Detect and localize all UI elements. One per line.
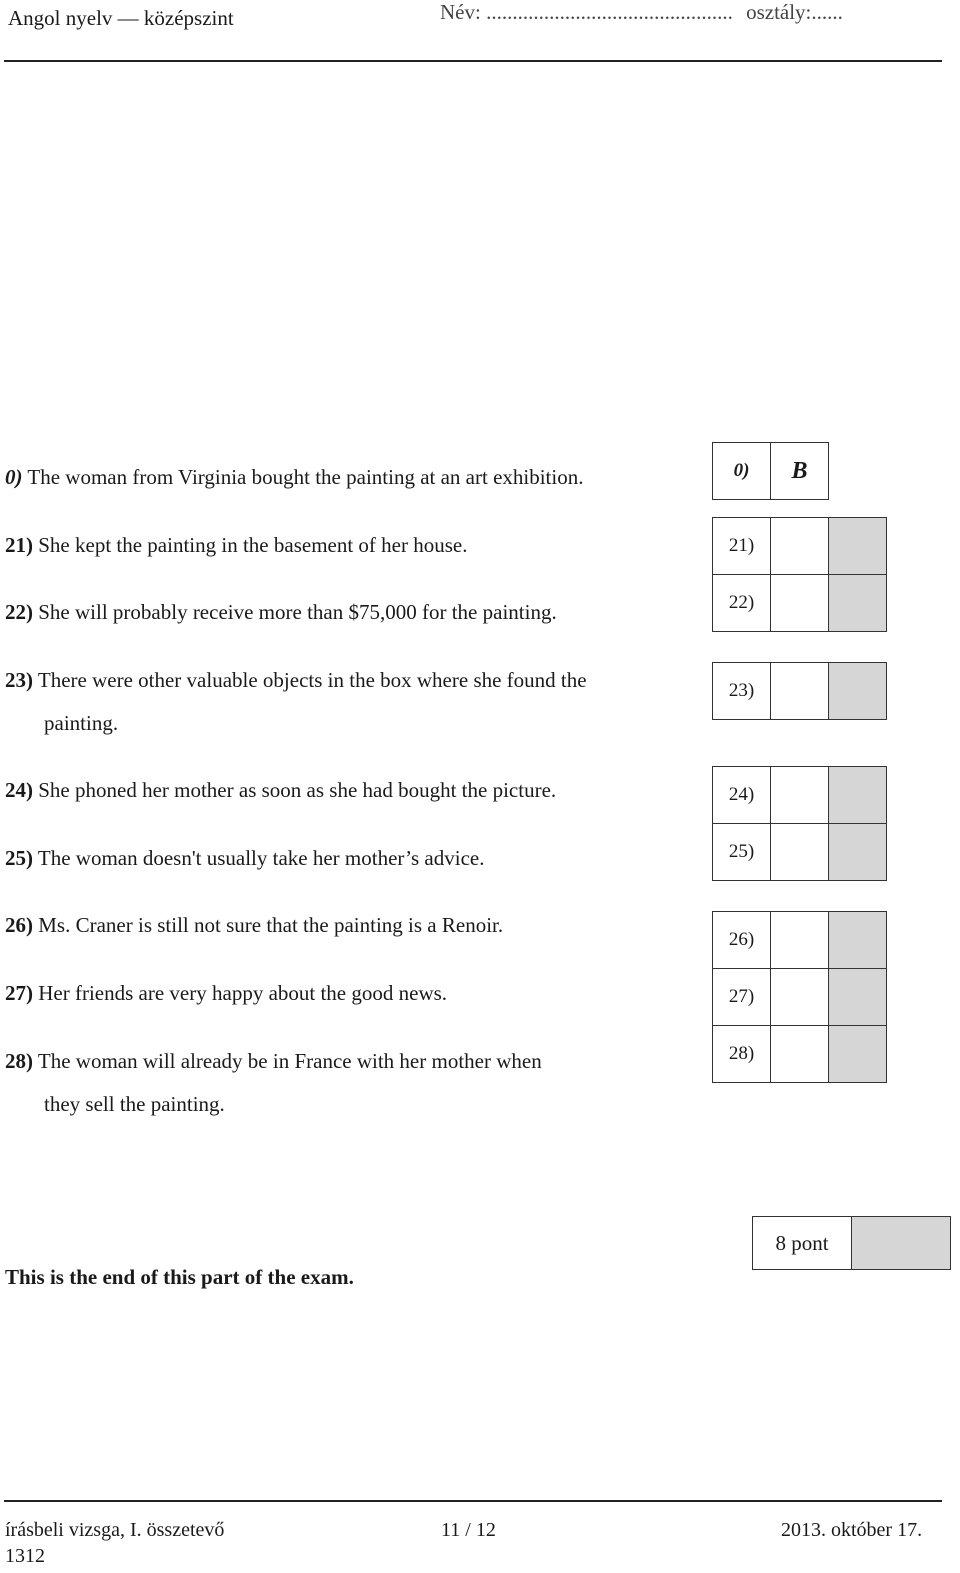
statement-number: 25) xyxy=(5,846,33,870)
answer-boxes-26-28 xyxy=(712,911,887,1083)
statement-text-continued: painting. xyxy=(44,711,119,735)
statement-number: 21) xyxy=(5,533,33,557)
score-field xyxy=(829,767,887,824)
score-field xyxy=(829,824,887,881)
footer-rule xyxy=(4,1500,942,1502)
statement-23 xyxy=(5,659,705,745)
header-rule xyxy=(4,60,942,62)
answer-field[interactable] xyxy=(771,767,829,824)
footer-date: 2013. október 17. xyxy=(781,1519,923,1541)
answer-label: 28) xyxy=(713,1026,771,1083)
answer-row-21 xyxy=(713,518,887,575)
answer-label: 21) xyxy=(713,518,771,575)
answer-label: 27) xyxy=(713,969,771,1026)
answer-row-27 xyxy=(713,969,887,1026)
example-box-label: 0) xyxy=(713,443,771,500)
answer-field[interactable] xyxy=(771,912,829,969)
statement-text: The woman doesn't usually take her mother’s advice. xyxy=(37,846,485,870)
answer-field[interactable] xyxy=(771,575,829,632)
statement-27 xyxy=(5,972,705,1015)
answer-field[interactable] xyxy=(771,518,829,575)
score-field xyxy=(829,912,887,969)
example-text: The woman from Virginia bought the painting at an art exhibition. xyxy=(27,465,584,489)
statement-text: There were other valuable objects in the box where she found the xyxy=(37,668,587,692)
answer-field[interactable] xyxy=(771,824,829,881)
statement-text-continued: they sell the painting. xyxy=(44,1092,225,1116)
footer-code: 1312 xyxy=(5,1545,45,1567)
statement-26 xyxy=(5,904,705,947)
score-field xyxy=(829,575,887,632)
answer-boxes-21-22 xyxy=(712,517,887,632)
example-number: 0) xyxy=(5,465,23,489)
answer-row-23 xyxy=(713,663,887,720)
example-statement xyxy=(5,456,705,499)
answer-field[interactable] xyxy=(771,969,829,1026)
score-field xyxy=(829,1026,887,1083)
footer-exam-part: írásbeli vizsga, I. összetevő xyxy=(5,1519,225,1541)
answer-label: 23) xyxy=(713,663,771,720)
total-score-field xyxy=(852,1217,951,1270)
answer-row-22 xyxy=(713,575,887,632)
answer-label: 26) xyxy=(713,912,771,969)
statement-number: 24) xyxy=(5,778,33,802)
statement-25 xyxy=(5,837,705,880)
total-score-box xyxy=(752,1216,951,1270)
statement-text: Ms. Craner is still not sure that the painting is a Renoir. xyxy=(38,913,504,937)
statement-22 xyxy=(5,591,705,634)
statement-number: 26) xyxy=(5,913,33,937)
answer-row-24 xyxy=(713,767,887,824)
statement-number: 28) xyxy=(5,1049,33,1073)
score-field xyxy=(829,969,887,1026)
statement-text: She will probably receive more than $75,000 for the painting. xyxy=(38,600,557,624)
answer-label: 24) xyxy=(713,767,771,824)
max-points-label: 8 pont xyxy=(753,1217,852,1270)
statement-24 xyxy=(5,769,705,812)
statement-28 xyxy=(5,1040,705,1126)
statement-21 xyxy=(5,524,705,567)
header-name-class xyxy=(440,0,843,25)
answer-label: 22) xyxy=(713,575,771,632)
statement-text: She phoned her mother as soon as she had bought the picture. xyxy=(38,778,557,802)
answer-field[interactable] xyxy=(771,663,829,720)
class-field-label: osztály:...... xyxy=(746,0,843,24)
example-answer: B xyxy=(771,443,829,500)
footer-page-number: 11 / 12 xyxy=(441,1519,496,1541)
answer-boxes-24-25 xyxy=(712,766,887,881)
statement-text: Her friends are very happy about the good news. xyxy=(38,981,448,1005)
header-subject: Angol nyelv — középszint xyxy=(8,6,234,30)
statement-number: 22) xyxy=(5,600,33,624)
statement-number: 23) xyxy=(5,668,33,692)
answer-label: 25) xyxy=(713,824,771,881)
answer-row-28 xyxy=(713,1026,887,1083)
end-of-part-text: This is the end of this part of the exam. xyxy=(5,1265,354,1289)
answer-boxes-23 xyxy=(712,662,887,720)
statement-text: She kept the painting in the basement of her house. xyxy=(38,533,468,557)
answer-row-26 xyxy=(713,912,887,969)
answer-field[interactable] xyxy=(771,1026,829,1083)
answer-row-25 xyxy=(713,824,887,881)
score-field xyxy=(829,663,887,720)
score-field xyxy=(829,518,887,575)
example-answer-box xyxy=(712,442,829,500)
statement-text: The woman will already be in France with her mother when xyxy=(37,1049,542,1073)
name-field-label: Név: ............................................... xyxy=(440,0,733,24)
statement-number: 27) xyxy=(5,981,33,1005)
